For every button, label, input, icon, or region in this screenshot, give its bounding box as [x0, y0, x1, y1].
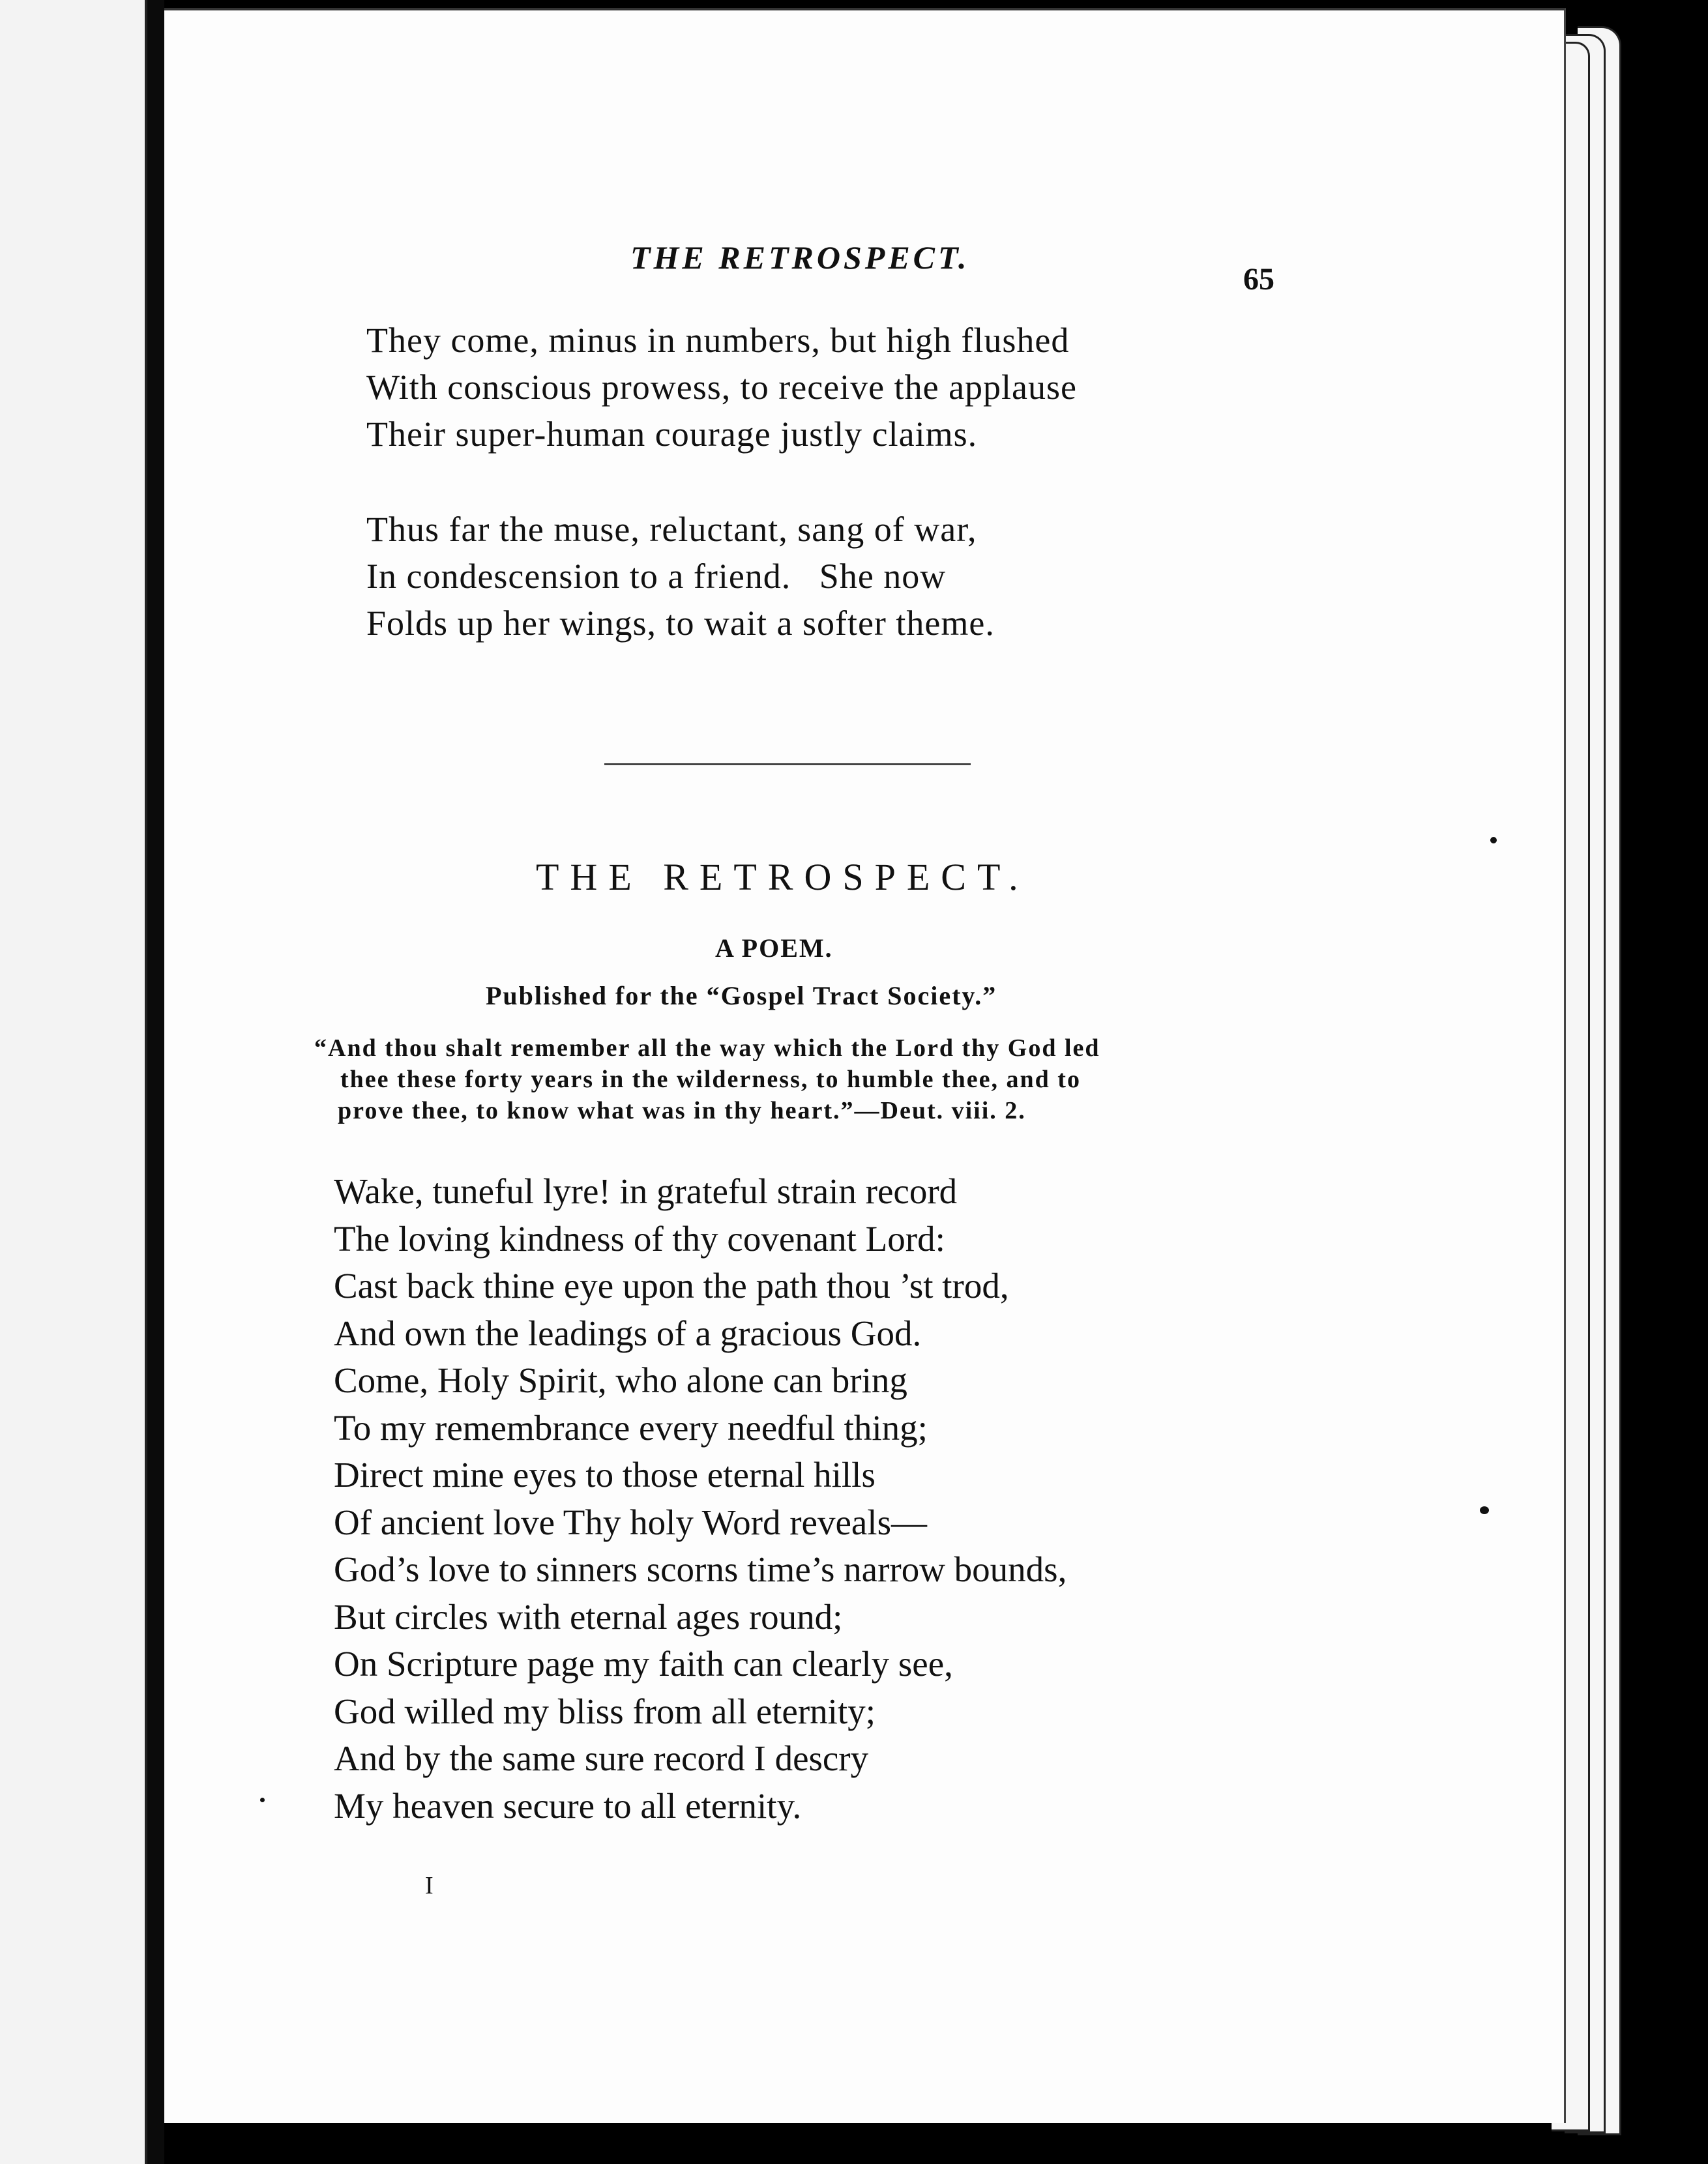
running-head: THE RETROSPECT. — [630, 239, 970, 276]
epigraph-line: “And thou shalt remember all the way which the Lord thy God led — [314, 1034, 1100, 1062]
verse-line: To my remembrance every needful thing; — [334, 1407, 928, 1448]
verse-line: God’s love to sinners scorns time’s narrow bounds, — [334, 1549, 1067, 1589]
verse-line: They come, minus in numbers, but high flushed — [366, 321, 1070, 360]
verse-line: God willed my bliss from all eternity; — [334, 1691, 876, 1731]
verse-line: But circles with eternal ages round; — [334, 1596, 843, 1637]
signature-mark: I — [425, 1872, 434, 1899]
epigraph-line: prove thee, to know what was in thy heart.”—Deut. viii. 2. — [338, 1097, 1026, 1124]
page-number: 65 — [1243, 262, 1274, 297]
verse-line: In condescension to a friend. She now — [366, 557, 947, 596]
verse-line: Wake, tuneful lyre! in grateful strain record — [334, 1171, 958, 1211]
verse-line: Folds up her wings, to wait a softer theme. — [366, 604, 995, 643]
verse-line: Their super-human courage justly claims. — [366, 415, 978, 454]
poem-subtitle: A POEM. — [715, 933, 833, 963]
ink-speck — [1480, 1506, 1489, 1514]
poem-body — [334, 1168, 1067, 1830]
verse-line: Thus far the muse, reluctant, sang of war, — [366, 510, 977, 549]
book-gutter — [147, 0, 164, 2164]
verse-line: On Scripture page my faith can clearly see, — [334, 1644, 953, 1684]
verse-line: And by the same sure record I descry — [334, 1738, 869, 1778]
stanza-1 — [366, 317, 1077, 458]
verse-line: My heaven secure to all eternity. — [334, 1785, 802, 1826]
book-page — [164, 8, 1566, 2123]
ink-speck — [260, 1798, 265, 1802]
facing-page-edge — [0, 0, 147, 2164]
epigraph-line: thee these forty years in the wilderness, to humble thee, and to — [340, 1066, 1081, 1093]
section-divider — [604, 763, 971, 765]
publisher-note: Published for the “Gospel Tract Society.” — [486, 981, 997, 1010]
verse-line: And own the leadings of a gracious God. — [334, 1313, 922, 1353]
verse-line: Come, Holy Spirit, who alone can bring — [334, 1360, 907, 1400]
epigraph — [314, 1032, 1100, 1126]
verse-line: Cast back thine eye upon the path thou ’st trod, — [334, 1266, 1009, 1306]
verse-line: With conscious prowess, to receive the applause — [366, 368, 1078, 407]
poem-title: THE RETROSPECT. — [536, 856, 1029, 898]
verse-line: The loving kindness of thy covenant Lord: — [334, 1218, 945, 1259]
verse-line: Direct mine eyes to those eternal hills — [334, 1455, 876, 1495]
stanza-2 — [366, 506, 995, 647]
ink-speck — [1490, 837, 1497, 843]
verse-line: Of ancient love Thy holy Word reveals— — [334, 1502, 927, 1542]
